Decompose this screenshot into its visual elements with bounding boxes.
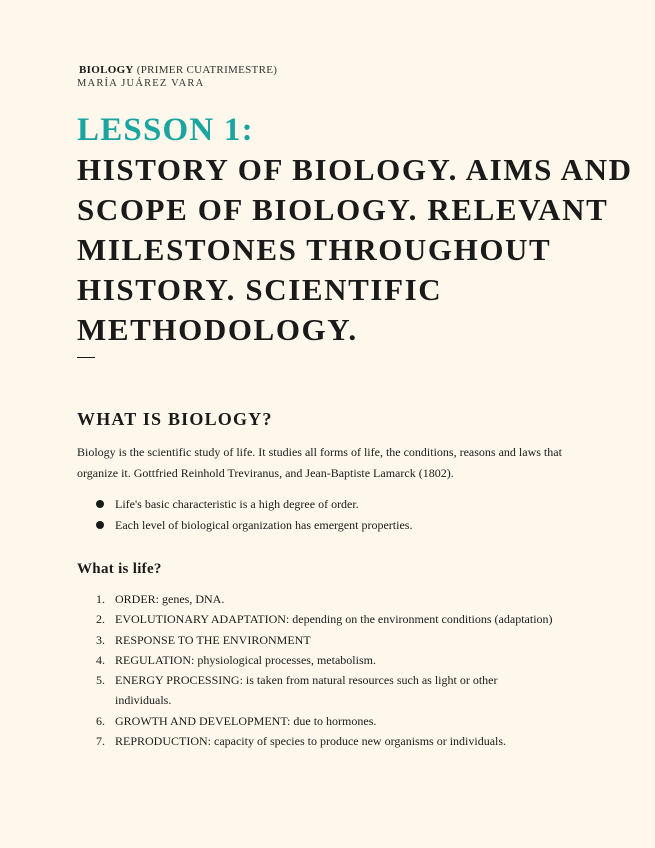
section-heading-what-is-life: What is life? xyxy=(77,561,162,577)
list-item xyxy=(96,670,556,711)
list-number: 5. xyxy=(96,673,105,688)
lesson-label: LESSON 1: xyxy=(77,112,254,148)
list-number: 7. xyxy=(96,734,105,749)
list-item-text: Each level of biological organization has emergent properties. xyxy=(115,517,413,532)
title-divider xyxy=(77,357,95,358)
list-number: 2. xyxy=(96,612,105,627)
list-item xyxy=(96,650,556,670)
list-item-text: RESPONSE TO THE ENVIRONMENT xyxy=(115,632,311,647)
list-item xyxy=(96,494,596,515)
list-number: 6. xyxy=(96,713,105,728)
lesson-title: HISTORY OF BIOLOGY. AIMS AND SCOPE OF BIOLOGY. RELEVANT MILESTONES THROUGHOUT HISTORY. SCIENTIFIC METHODOLOGY. xyxy=(77,152,633,347)
list-item xyxy=(96,609,556,629)
biology-bullet-list xyxy=(96,494,596,535)
list-item xyxy=(96,515,596,536)
list-item-text: Life's basic characteristic is a high degree of order. xyxy=(115,497,359,511)
list-item-text: GROWTH AND DEVELOPMENT: due to hormones. xyxy=(115,713,377,728)
author-name: MARÍA JUÁREZ VARA xyxy=(77,78,205,89)
list-item xyxy=(96,731,556,751)
bullet-icon xyxy=(96,500,104,508)
list-item-text: ENERGY PROCESSING: is taken from natural resources such as light or other individuals. xyxy=(115,673,498,708)
biology-definition-paragraph: Biology is the scientific study of life. It studies all forms of life, the conditions, reasons and laws that organize it. Gottfried Reinhold Treviranus, and Jean-Baptiste Lamarck (1802). xyxy=(77,445,562,480)
list-item xyxy=(96,711,556,731)
list-item-text: REPRODUCTION: capacity of species to produce new organisms or individuals. xyxy=(115,734,507,749)
list-item xyxy=(96,630,556,650)
list-item-text: ORDER: genes, DNA. xyxy=(115,592,225,606)
course-name: BIOLOGY xyxy=(79,64,134,76)
list-item-text: REGULATION: physiological processes, metabolism. xyxy=(115,652,376,667)
bullet-icon xyxy=(96,521,104,529)
list-number: 1. xyxy=(96,592,105,606)
life-characteristics-list xyxy=(96,589,556,751)
list-number: 3. xyxy=(96,632,105,647)
list-number: 4. xyxy=(96,652,105,667)
course-header xyxy=(79,63,277,77)
course-term: (PRIMER CUATRIMESTRE) xyxy=(136,64,278,76)
list-item xyxy=(96,589,556,609)
list-item-text: EVOLUTIONARY ADAPTATION: depending on the environment conditions (adaptation) xyxy=(115,612,553,627)
section-heading-what-is-biology: WHAT IS BIOLOGY? xyxy=(77,409,273,429)
